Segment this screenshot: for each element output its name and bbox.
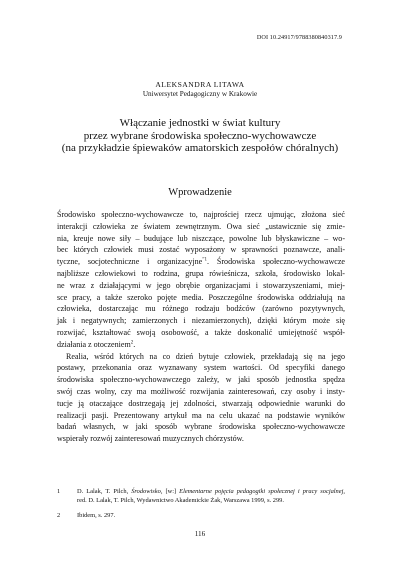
body-line: realizacji pasji. Prezentowany artykuł ma na celu ukazać na podstawie wyników xyxy=(57,410,345,420)
page-number: 116 xyxy=(194,530,206,538)
body-line: ne wraz z działającymi w jego obrębie organizacjami i stowarzyszeniami, miej- xyxy=(57,280,345,290)
body-line: sce pracy, a także szeroko pojęte media. Poszczególne środowiska oddziałują na xyxy=(57,292,345,302)
title-line-1: Włączanie jednostki w świat kultury xyxy=(119,117,281,129)
body-line: badań własnych, w jaki sposób wybrane środowiska społeczno-wychowawcze xyxy=(57,422,345,432)
footnote-fragment: Środowisko xyxy=(131,488,161,495)
title-line-3: (na przykładzie śpiewaków amatorskich zespołów chóralnych) xyxy=(61,142,339,155)
footnote-number: 1 xyxy=(57,488,61,495)
section-heading: Wprowadzenie xyxy=(168,187,232,198)
footnotes xyxy=(57,487,345,520)
body-text: tyczne, socjotechniczne i organizacyjne xyxy=(57,257,203,267)
article-body xyxy=(57,209,345,445)
paragraph-1 xyxy=(57,209,345,351)
body-line: nia, kreuje nowe siły – budujące lub niszczące, powolne lub błyskawiczne – wo- xyxy=(57,233,345,243)
footnote-ref-1[interactable]: ”1 xyxy=(202,257,207,263)
author-name: ALEKSANDRA LITAWA xyxy=(155,80,245,89)
footnote-line xyxy=(77,487,345,496)
body-line: wspierały rozwój zainteresowań muzycznych chórzystów. xyxy=(57,434,244,444)
body-line: człowieka, dostarczając mu różnego rodzaju bodźców (zarówno pozytywnych, xyxy=(57,304,345,314)
body-text: działania z otoczeniem xyxy=(57,339,131,349)
body-line: Środowisko społeczno-wychowawcze to, najprościej rzecz ujmując, złożona sieć xyxy=(57,210,345,219)
article-title xyxy=(0,117,400,155)
body-line xyxy=(57,256,345,268)
body-line: tucje ją otaczające dostrzegają jej zdolności, stwarzają odpowiednie warunki do xyxy=(57,398,345,408)
body-line: jak i negatywnych; zamierzonych i niezamierzonych), dzięki którym może się xyxy=(57,316,345,326)
body-line: postawy, przekonania oraz wyznawany system wartości. Od specyfiki danego xyxy=(57,363,345,373)
footnote-fragment: , [w:] xyxy=(160,488,180,495)
footnote-fragment: , xyxy=(343,488,345,495)
body-line: bec których człowiek musi zostać wyposażony w sprawności poznawcze, anali- xyxy=(57,245,345,255)
body-text: . Środowiska społeczno-wychowawcze xyxy=(207,257,345,267)
footnote-2 xyxy=(57,511,345,520)
footnote-fragment: D. Lalak, T. Pilch, xyxy=(77,488,132,495)
author-affiliation: Uniwersytet Pedagogiczny w Krakowie xyxy=(142,90,258,98)
footnote-text: Ibidem, s. 297. xyxy=(77,511,116,519)
body-line: interakcji człowieka ze światem zewnętrznym. Owa sieć „ustawicznie się zmie- xyxy=(57,221,345,231)
paragraph-2 xyxy=(57,351,345,445)
footnote-fragment: Elementarne pojęcia pedagogiki społecznej i pracy socjalnej xyxy=(179,488,344,495)
body-line: środowiska społeczno-wychowawczego zależy, w jaki sposób jednostka spędza xyxy=(57,375,345,385)
body-line: Realia, wśród których na co dzień bytuje człowiek, przekładają się na jego xyxy=(66,351,345,361)
body-line: rozwijać, kształtować swoją osobowość, a także doskonalić umiejętność współ- xyxy=(57,327,345,337)
body-text: . xyxy=(133,339,136,349)
footnote-ref-2[interactable]: 2 xyxy=(130,340,134,346)
body-line xyxy=(57,339,345,351)
doi-label: DOI 10.24917/9788380840317.9 xyxy=(256,34,342,41)
title-line-2: przez wybrane środowiska społeczno-wychowawcze xyxy=(83,129,317,142)
footnote-number: 2 xyxy=(57,511,61,519)
body-line: najbliższe człowiekowi to rodzina, grupa rówieśnicza, szkoła, środowisko lokal- xyxy=(57,268,345,278)
footnote-1 xyxy=(57,487,345,506)
body-line: swój czas wolny, czy ma możliwość rozwijania zainteresowań, czy osoby i insty- xyxy=(57,386,345,396)
footnote-text xyxy=(77,487,345,506)
footnote-line: red. D. Lalak, T. Pilch, Wydawnictwo Akademickie Żak, Warszawa 1999, s. 299. xyxy=(77,497,284,505)
